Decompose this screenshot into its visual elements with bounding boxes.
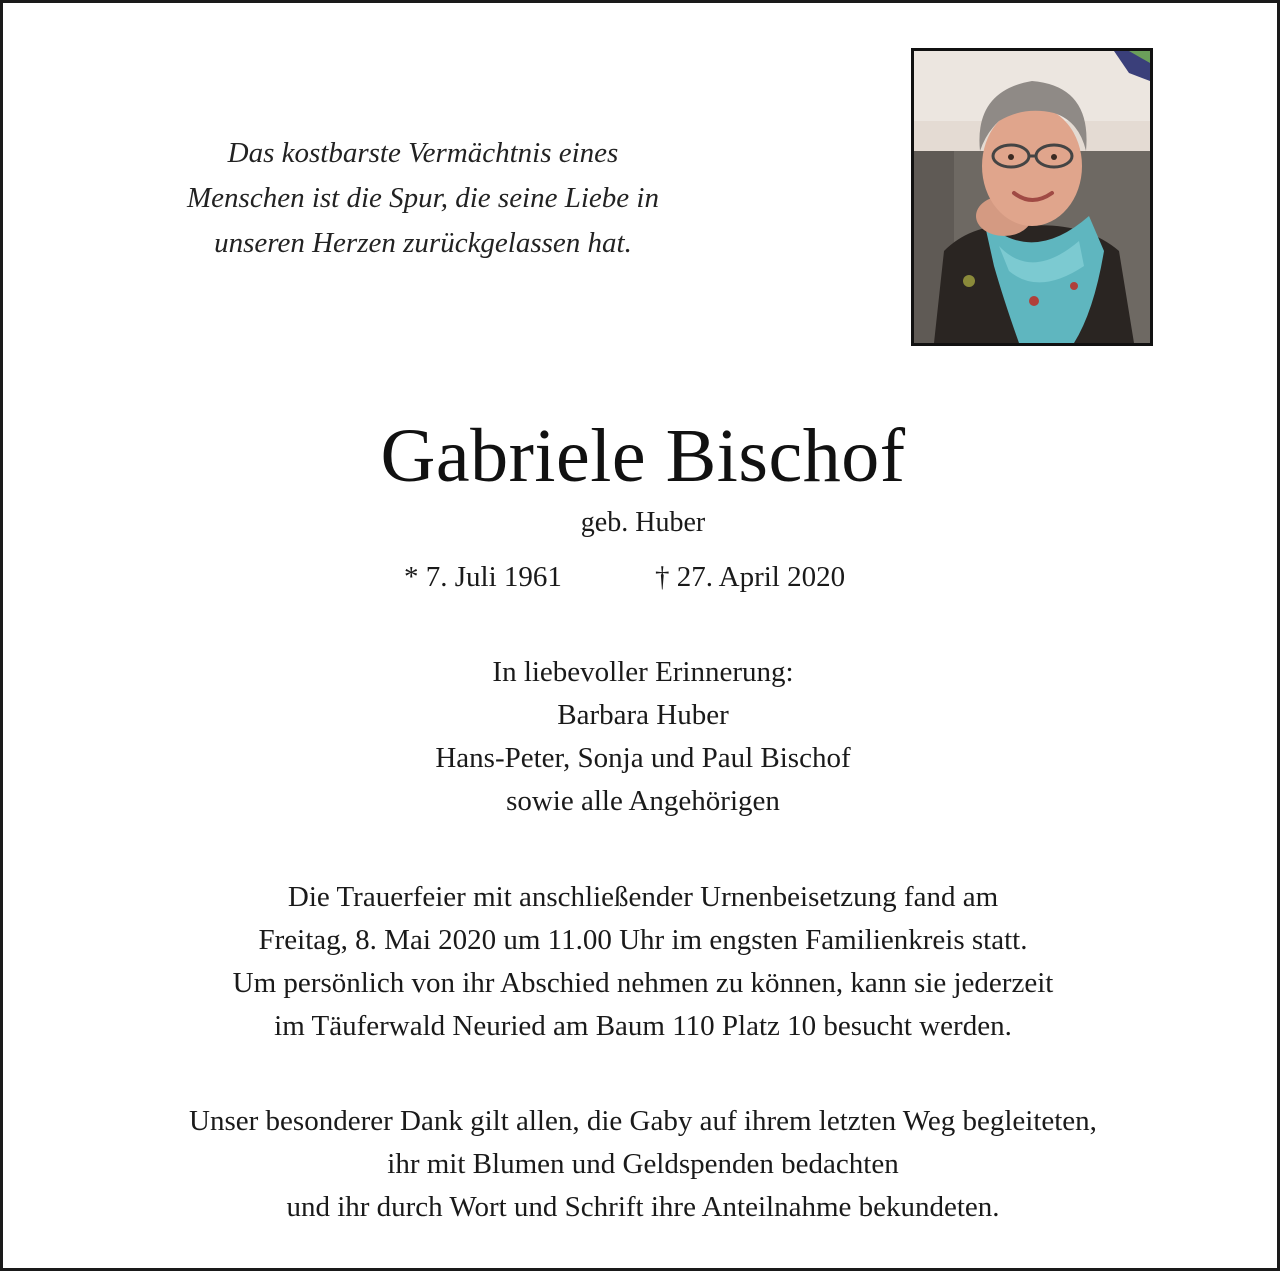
ceremony-info xyxy=(3,876,1280,1048)
mourner-line: Hans-Peter, Sonja und Paul Bischof xyxy=(435,742,851,774)
ceremony-line: Freitag, 8. Mai 2020 um 11.00 Uhr im engsten Familienkreis statt. xyxy=(258,924,1028,956)
portrait-image xyxy=(914,51,1150,343)
mourners-block xyxy=(3,651,1280,823)
mourner-line: Barbara Huber xyxy=(557,699,729,731)
memorial-quote xyxy=(123,131,723,266)
quote-line: unseren Herzen zurückgelassen hat. xyxy=(214,227,632,259)
ceremony-line: im Täuferwald Neuried am Baum 110 Platz 10 besucht werden. xyxy=(274,1010,1012,1042)
birth-name: geb. Huber xyxy=(580,507,706,538)
portrait-photo xyxy=(911,48,1153,346)
ceremony-line: Um persönlich von ihr Abschied nehmen zu können, kann sie jederzeit xyxy=(232,967,1054,999)
thanks-line: und ihr durch Wort und Schrift ihre Anteilnahme bekundeten. xyxy=(286,1191,1000,1223)
ceremony-line: Die Trauerfeier mit anschließender Urnenbeisetzung fand am xyxy=(287,881,999,913)
deceased-name: Gabriele Bischof xyxy=(380,414,906,498)
mourners-heading: In liebevoller Erinnerung: xyxy=(492,656,794,688)
mourner-line: sowie alle Angehörigen xyxy=(506,785,780,817)
birth-date: * 7. Juli 1961 xyxy=(404,561,562,593)
thanks-line: Unser besonderer Dank gilt allen, die Gaby auf ihrem letzten Weg begleiteten, xyxy=(189,1105,1097,1137)
thanks-line: ihr mit Blumen und Geldspenden bedachten xyxy=(387,1148,899,1180)
quote-line: Das kostbarste Vermächtnis eines xyxy=(227,137,619,169)
quote-line: Menschen ist die Spur, die seine Liebe in xyxy=(187,182,659,214)
death-date: † 27. April 2020 xyxy=(655,561,846,593)
thanks-note xyxy=(3,1100,1280,1229)
